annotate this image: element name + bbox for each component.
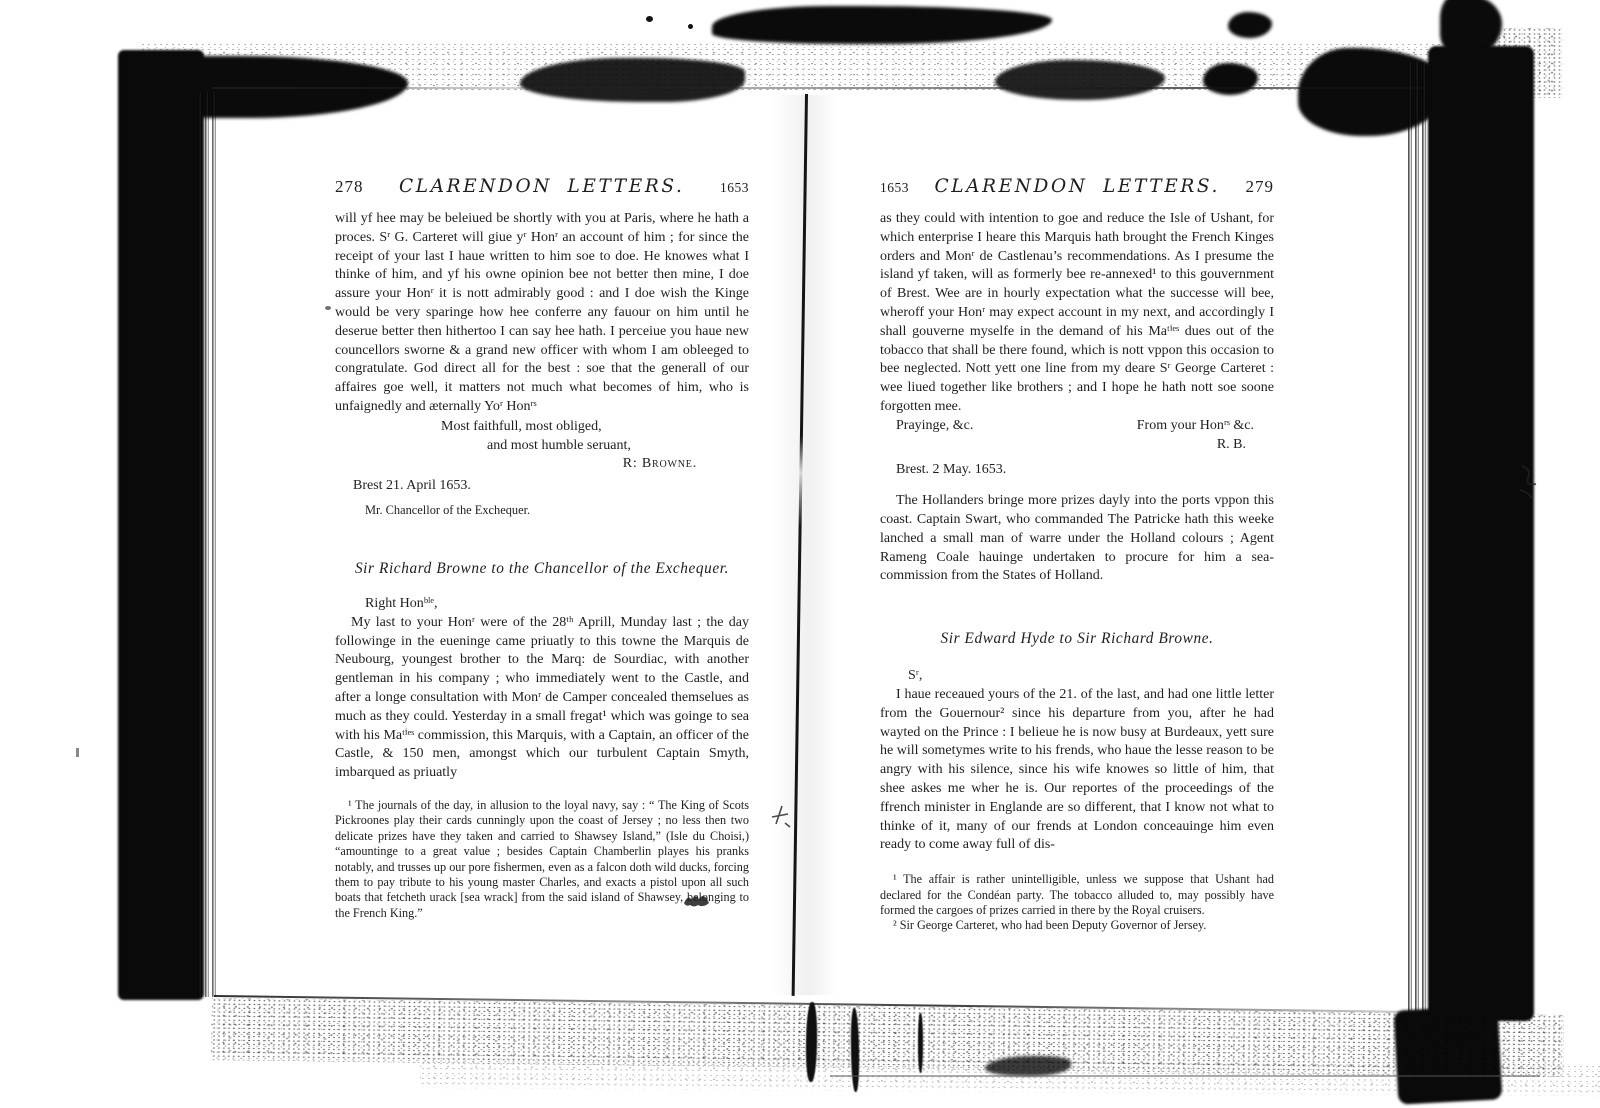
scan-border-left — [118, 50, 204, 1000]
pen-mark-gutter — [768, 804, 796, 836]
ink-speck — [646, 16, 653, 22]
footnote: ¹ The journals of the day, in allusion to the loyal navy, say : “ The King of Scots Pickroones play their cards cunningly upon the coast of Jersey ; no less then two delicate prizes have they taken and carried to Shawsey Island,” (Isle du Choisi,) “amountinge to a great value ; besides Captain Chamberlin playes his pranks notably, and trusses up our pore fishermen, even as a falcon doth wild ducks, forcing them to pay tribute to his young master Charles, and exacts a pistol upon all such boats that fetcheth urack [sea wrack] from the said island of Shawsey, belonging to the French King.” — [335, 797, 749, 920]
letter-body-continuation: will yf hee may be beleiued be shortly with you at Paris, where he hath a proces. Sʳ G. Carteret will giue yʳ Honʳ an account of him ; for since the receipt of your last I haue written to him soe to doe. He knowes what I thinke of him, and yf his owne opinion bee not better then mine, I doe assure your Honʳ it is nott admirably good : and I doe wish the Kinge would be very sparinge how hee conferre any fauour on him until he deserue better then hithertoo I can say hee hath. I perceiue you haue new councellors sworne & a grand new officer with whom I am obleeged to congratulate. God direct all for the best : soe that the generall of our affaires goe well, it matters not much what becomes of him, who is unfaignedly and æternally Yoʳ Honʳˢ — [335, 211, 749, 414]
valediction-line: and most humble seruant, — [487, 437, 631, 453]
ink-blot — [712, 6, 1052, 44]
letter-body-continuation: as they could with intention to goe and reduce the Isle of Ushant, for which enterprise I heare this Marquis hath brought the French Kinges orders and Monʳ de Castlenau’s recommendations. As I presume the island yf taken, will as formerly bee re-annexed¹ to this gouvernment of Brest. Wee are in hourly expectation what the successe will bee, wheroff your Honʳ may expect account in my next, and accordingly I shall gouverne myselfe in the demand of his Maᵗⁱᵉˢ dues out of the tobacco that shall be there found, which is nott vppon this occasion to bee neglected. Nott yett one line from my deare Sʳ George Carteret : wee liued together like brothers ; and I hope he hath nott soe soone forgotten mee. — [880, 211, 1274, 414]
closing-row — [880, 417, 1274, 436]
footnote: ² Sir George Carteret, who had been Deputy Governor of Jersey. — [893, 918, 1207, 933]
initials: R. B. — [1216, 436, 1246, 452]
page-top-edge — [212, 87, 1507, 89]
running-head-left — [335, 176, 749, 197]
running-title: CLARENDON LETTERS. — [934, 176, 1220, 197]
scan-border-right — [1428, 46, 1534, 1021]
page-edge-striations-left — [198, 92, 218, 997]
ink-scribble — [985, 1056, 1071, 1076]
dateline: Brest. 2 May. 1653. — [896, 462, 1007, 478]
ink-speck — [76, 748, 79, 757]
footnote: ¹ The affair is rather unintelligible, unless we suppose that Ushant had declared for the Condéan party. The tobacco alluded to, may possibly have formed the cargoes of prizes carried in there by the Royal cruisers. — [880, 872, 1274, 917]
right-page — [880, 176, 1274, 934]
ink-speck — [325, 306, 331, 310]
valediction-line: Most faithfull, most obliged, — [441, 418, 602, 434]
running-title: CLARENDON LETTERS. — [399, 176, 685, 197]
running-year: 1653 — [720, 180, 749, 195]
salutation: Sʳ, — [908, 668, 923, 684]
ink-tick — [918, 1013, 923, 1073]
postscript: The Hollanders bringe more prizes dayly into the ports vppon this coast. Captain Swart, who commanded The Patricke hath this weeke lanched a small man of warre under the Holland colours ; Agent Rameng Coale hauinge undertaken to procure for him a sea-commission from the States of Holland. — [880, 493, 1274, 584]
scan-line-bottom — [830, 1075, 1540, 1077]
ink-blot — [1228, 12, 1272, 38]
addressee: Mr. Chancellor of the Exchequer. — [365, 502, 531, 517]
signature: R: Browne. — [622, 456, 697, 472]
ink-speck — [688, 24, 693, 29]
letter-heading: Sir Richard Browne to the Chancellor of the Exchequer. — [354, 559, 730, 577]
ink-blot — [520, 58, 745, 102]
running-year: 1653 — [880, 180, 909, 195]
pen-mark-margin — [1514, 462, 1544, 500]
page-number: 279 — [1245, 177, 1274, 196]
letter-body: My last to your Honʳ were of the 28ᵗʰ Aprill, Munday last ; the day followinge in the eueninge came priuatly to this towne the Marquis de Neubourg, youngest brother to the Marq: de Sourdiac, with another gentleman in his company ; who immediately went to the Castle, and after a longe consultation with Monʳ de Camper concealed themselues as much as they could. Yesterday in a small fregat¹ which was goinge to sea with his Maᵗⁱᵉˢ commission, this Marquis, with a Captain, an officer of the Castle, & 150 men, amongst which our turbulent Captain Smyth, imbarqued as priuatly — [335, 614, 749, 781]
letter-heading: Sir Edward Hyde to Sir Richard Browne. — [940, 630, 1214, 648]
page-number: 278 — [335, 177, 364, 196]
running-head-right — [880, 176, 1274, 197]
salutation: Right Honᵇˡᵉ, — [365, 595, 438, 611]
left-page — [335, 176, 749, 921]
dateline: Brest 21. April 1653. — [353, 478, 471, 494]
ink-blot — [995, 60, 1165, 100]
letter-body: I haue receaued yours of the 21. of the last, and had one little letter from the Gouernour² since his departure from you, after he had wayted on the Prince : I belieue he is now busy at Burdeaux, yett sure he will sometymes write to his frends, who haue the lesse reason to be angry with his silence, since his wife knowes so little of him, that shee askes me wher he is. Our reportes of the proceedings of the ffrench minister in Englande are so different, that I know not what to thinke of it, many of our frends at London conceauinge him even ready to come away full of dis- — [880, 686, 1274, 853]
closing-right: From your Honʳˢ &c. — [1136, 417, 1254, 433]
closing-left: Prayinge, &c. — [896, 417, 974, 433]
